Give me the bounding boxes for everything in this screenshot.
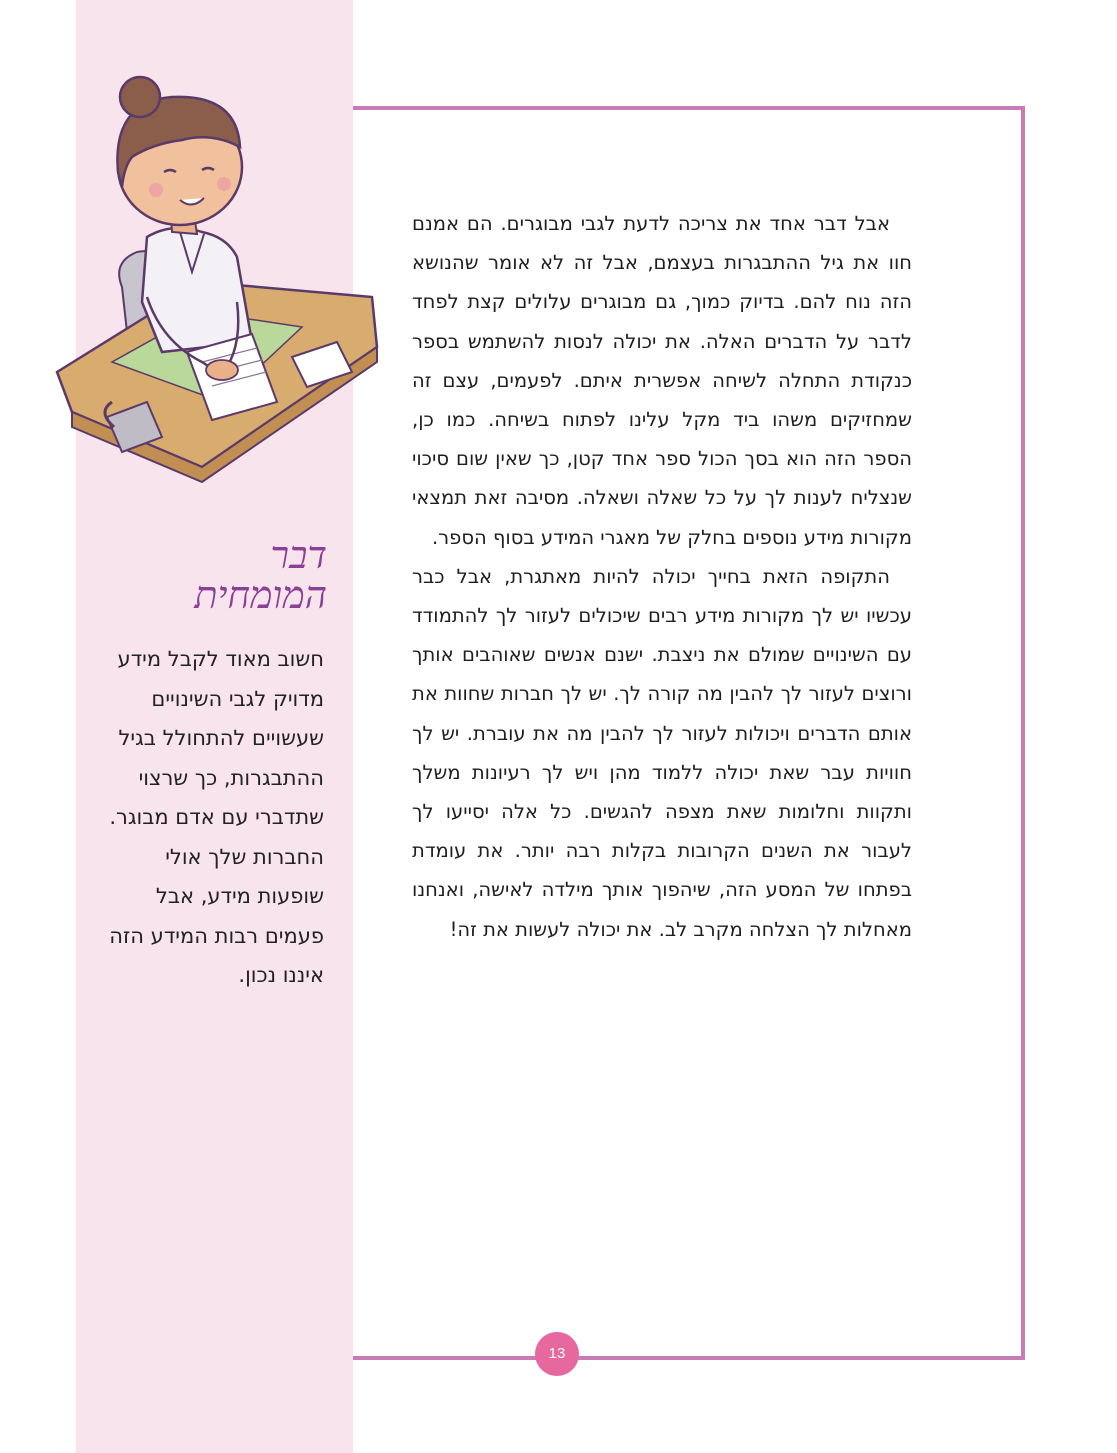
expert-tip-paragraph: חשוב מאוד לקבל מידע מדויק לגבי השינויים שעשויים להתחולל בגיל ההתבגרות, כך שרצוי שתדברי עם אדם מבוגר. החברות שלך אולי שופעות מידע, אבל פעמים רבות המידע הזה איננו נכון. <box>109 647 324 987</box>
expert-tip-text <box>96 640 324 996</box>
expert-word-title <box>67 535 327 615</box>
expert-title-line-1: דבר <box>270 533 327 577</box>
main-body-text <box>412 204 912 949</box>
body-paragraph-2: התקופה הזאת בחייך יכולה להיות מאתגרת, אבל כבר עכשיו יש לך מקורות מידע רבים שיכולים לעזור לך להתמודד עם השינויים שמולם את ניצבת. ישנם אנשים שאוהבים אותך ורוצים לעזור לך להבין מה קורה לך. יש לך חברות שחוות את אותם הדברים ויכולות לעזור לך להבין מה את עוברת. יש לך חוויות עבר שאת יכולה ללמוד מהן ויש לך רעיונות משלך ותקוות וחלומות שאת מצפה להגשים. כל אלה יסייעו לך לעבור את השנים הקרובות בקלות רבה יותר. את עומדת בפתחו של המסע הזה, שיהפוך אותך מילדה לאישה, ואנחנו מאחלות לך הצלחה מקרב לב. את יכולה לעשות את זה! <box>412 564 912 941</box>
page-number-badge: 13 <box>535 1332 579 1376</box>
doctor-illustration <box>52 72 382 492</box>
expert-title-line-2: המומחית <box>194 573 327 617</box>
body-paragraph-1: אבל דבר אחד את צריכה לדעת לגבי מבוגרים. הם אמנם חוו את גיל ההתבגרות בעצמם, אבל זה לא אומר שהנושא הזה נוח להם. בדיוק כמוך, גם מבוגרים עלולים קצת לפחד לדבר על הדברים האלה. את יכולה לנסות להשתמש בספר כנקודת התחלה לשיחה אפשרית איתם. לפעמים, עצם זה שמחזיקים משהו ביד מקל עלינו לפתוח בשיחה. כמו כן, הספר הזה הוא בסך הכול ספר אחד קטן, כך שאין שום סיכוי שנצליח לענות לך על כל שאלה ושאלה. מסיבה זאת תמצאי מקורות מידע נוספים בחלק של מאגרי המידע בסוף הספר. <box>412 212 912 549</box>
